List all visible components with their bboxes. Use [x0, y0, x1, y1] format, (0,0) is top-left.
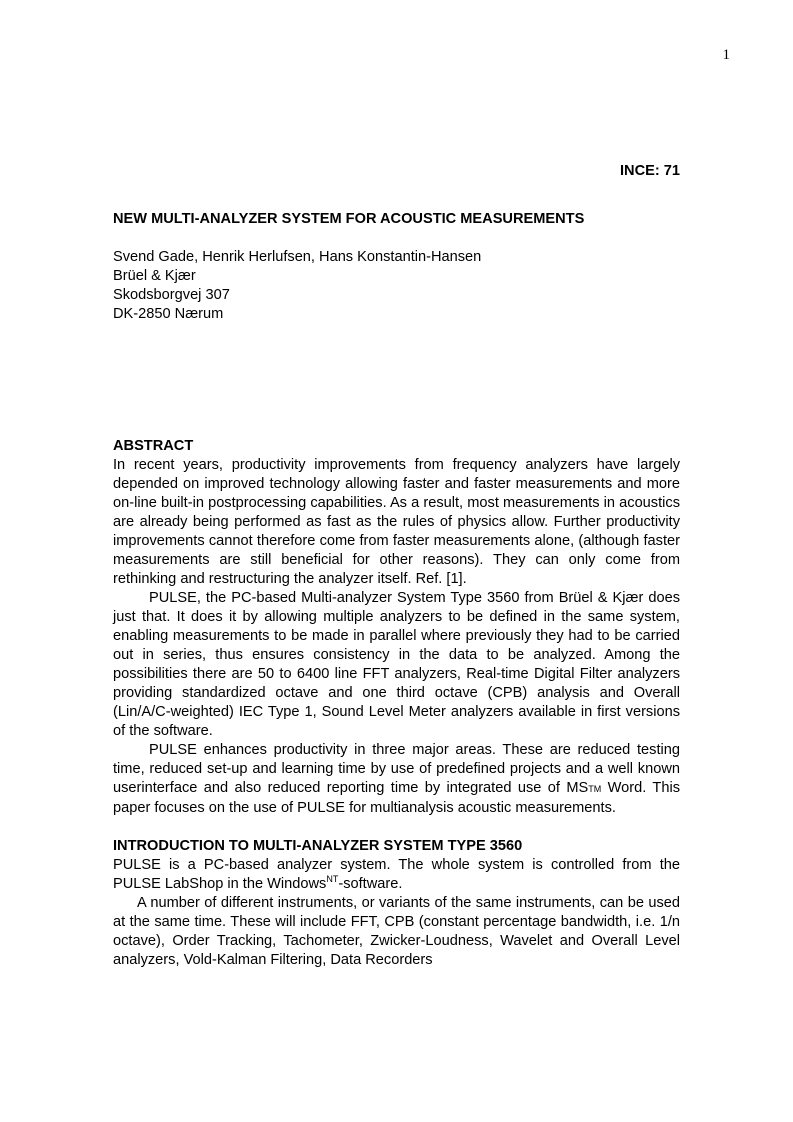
- page-number: 1: [722, 47, 730, 63]
- abstract-heading: ABSTRACT: [113, 438, 194, 454]
- introduction-section: [113, 837, 680, 970]
- page-content: [113, 162, 680, 970]
- trademark-mark: TM: [588, 784, 602, 794]
- author-block: [113, 248, 680, 324]
- introduction-paragraph-1: [113, 856, 680, 894]
- nt-superscript: NT: [326, 874, 339, 885]
- abstract-paragraph-2: PULSE, the PC-based Multi-analyzer System Type 3560 from Brüel & Kjær does just that. It does it by allowing multiple analyzers to be defined in the same system, enabling measurements to be made in parallel where previously they had to be carried out in series, thus ensures consistency in the data to be analyzed. Among the possibilities there are 50 to 6400 line FFT analyzers, Real-time Digital Filter analyzers providing standardized octave and one third octave (CPB) analysis and Overall (Lin/A/C-weighted) IEC Type 1, Sound Level Meter analyzers available in first versions of the software.: [113, 590, 680, 739]
- conference-reference: INCE: 71: [619, 163, 680, 179]
- author-names: Svend Gade, Henrik Herlufsen, Hans Konstantin-Hansen: [113, 249, 482, 265]
- author-city: DK-2850 Nærum: [113, 306, 224, 322]
- intro-p1-text-end: -software.: [338, 876, 403, 892]
- abstract-p3-text-end: Word. This paper focuses on the use of PULSE for multianalysis acoustic measurements.: [113, 780, 681, 816]
- author-street: Skodsborgvej 307: [113, 287, 230, 303]
- introduction-heading: INTRODUCTION TO MULTI-ANALYZER SYSTEM TYPE 3560: [113, 838, 523, 854]
- abstract-paragraph-1: In recent years, productivity improvements from frequency analyzers have largely depended on improved technology allowing faster and faster measurements and more on-line built-in postprocessing capabilities. As a result, most measurements in acoustics are already being performed as fast as the rules of physics allow. Further productivity improvements cannot therefore come from faster measurements alone, (although faster measurements are still beneficial for other reasons). They can only come from rethinking and restructuring the analyzer itself. Ref. [1].: [113, 457, 680, 587]
- abstract-p3-text-start: PULSE enhances productivity in three major areas. These are reduced testing time, reduced set-up and learning time by use of predefined projects and a well known userinterface and also reduced reporting time by integrated use of MS: [113, 742, 680, 796]
- intro-p1-text-start: PULSE is a PC-based analyzer system. The whole system is controlled from the PULSE LabShop in the Windows: [113, 857, 680, 892]
- abstract-section: [113, 437, 680, 818]
- author-company: Brüel & Kjær: [113, 268, 196, 284]
- paper-title: NEW MULTI-ANALYZER SYSTEM FOR ACOUSTIC MEASUREMENTS: [113, 211, 585, 227]
- abstract-paragraph-3: [113, 741, 680, 818]
- introduction-paragraph-2: A number of different instruments, or variants of the same instruments, can be used at the same time. These will include FFT, CPB (constant percentage bandwidth, i.e. 1/n octave), Order Tracking, Tachometer, Zwicker-Loudness, Wavelet and Overall Level analyzers, Vold-Kalman Filtering, Data Recorders: [113, 895, 680, 968]
